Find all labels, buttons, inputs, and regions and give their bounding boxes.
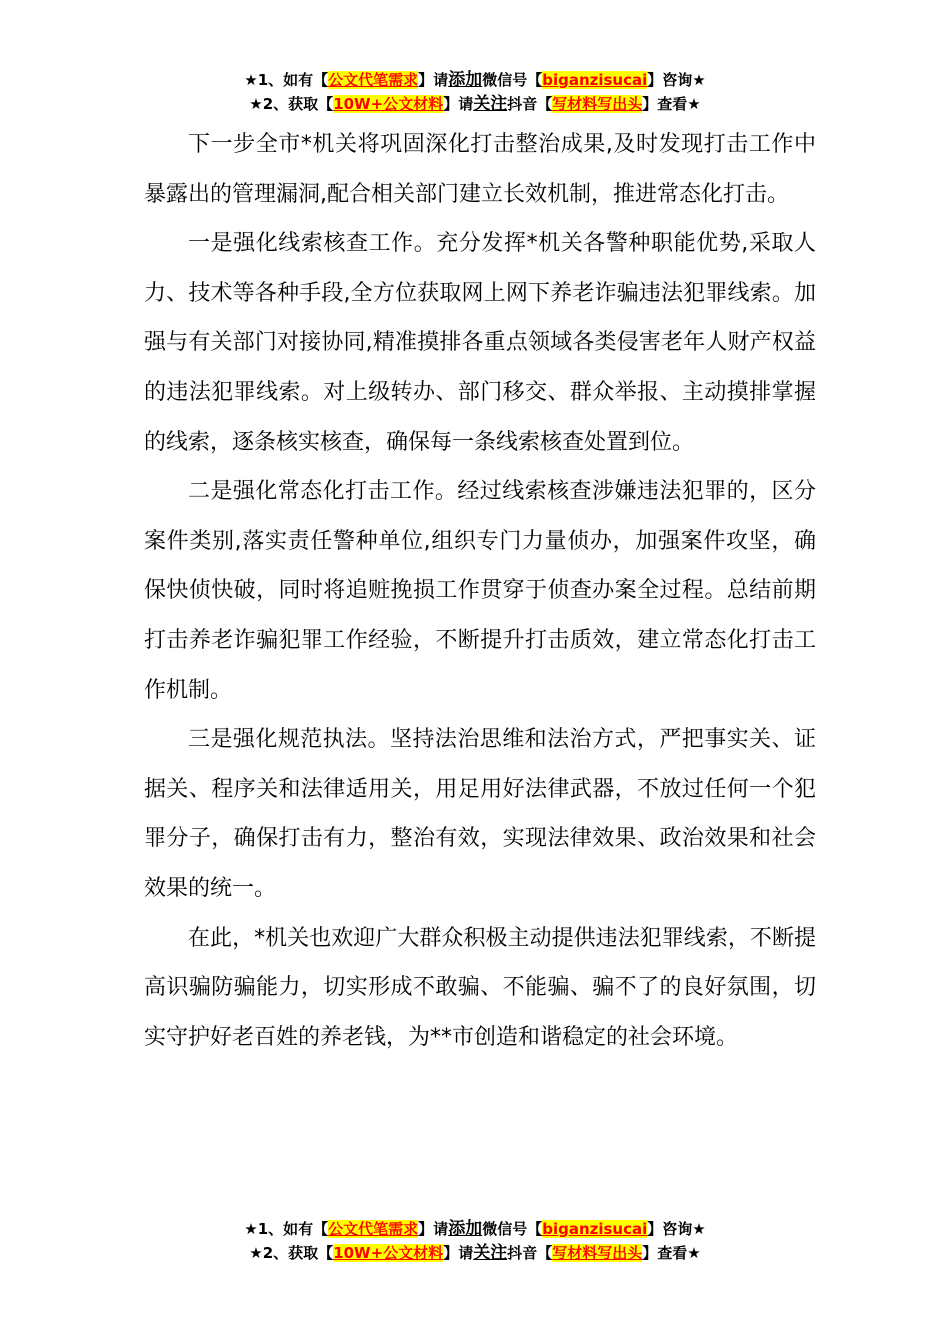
footer-line-1-highlight-service: 公文代笔需求: [328, 1220, 419, 1238]
footer-line-1-suffix: 】咨询★: [647, 1220, 706, 1238]
paragraph-intro: 下一步全市*机关将巩固深化打击整治成果,及时发现打击工作中暴露出的管理漏洞,配合相关部门建立长效机制，推进常态化打击。: [144, 132, 816, 207]
header-banner: [0, 68, 950, 116]
footer-line-1-prefix: ★1、如有【: [244, 1220, 329, 1238]
banner-line-1-middle-2: 微信号【: [482, 71, 543, 89]
footer-line-2-suffix: 】查看★: [642, 1244, 701, 1262]
footer-line-1-highlight-wechat: biganzisucai: [542, 1220, 648, 1238]
banner-line-1-middle: 】请: [418, 71, 449, 89]
banner-line-1-highlight-wechat: biganzisucai: [542, 71, 648, 89]
footer-line-2-highlight-douyin: 写材料写出头: [552, 1244, 643, 1262]
paragraph-closing: 在此，*机关也欢迎广大群众积极主动提供违法犯罪线索，不断提高识骗防骗能力，切实形成不敢骗、不能骗、骗不了的良好氛围，切实守护好老百姓的养老钱，为**市创造和谐稳定的社会环境。: [144, 925, 816, 1050]
banner-line-2-prefix: ★2、获取【: [249, 95, 334, 113]
banner-line-2-middle: 】请: [443, 95, 474, 113]
footer-banner-line-2: [0, 1241, 950, 1265]
footer-line-2-emphasis: 关注: [473, 1243, 508, 1263]
banner-line-1-suffix: 】咨询★: [647, 71, 706, 89]
document-body: [144, 120, 816, 1062]
banner-line-2: [0, 92, 950, 116]
banner-line-2-highlight-douyin: 写材料写出头: [552, 95, 643, 113]
paragraph-point-two: 二是强化常态化打击工作。经过线索核查涉嫌违法犯罪的，区分案件类别,落实责任警种单位,组织专门力量侦办，加强案件攻坚，确保快侦快破，同时将追赃挽损工作贯穿于侦查办案全过程。总结前期打击养老诈骗犯罪工作经验，不断提升打击质效，建立常态化打击工作机制。: [144, 479, 816, 703]
banner-line-1: [0, 68, 950, 92]
footer-line-2-middle-2: 抖音【: [507, 1244, 553, 1262]
footer-line-2-middle: 】请: [443, 1244, 474, 1262]
footer-line-1-emphasis: 添加: [448, 1219, 483, 1239]
banner-line-2-highlight-materials: 10W+公文材料: [333, 95, 444, 113]
footer-line-1-middle: 】请: [418, 1220, 449, 1238]
banner-line-2-suffix: 】查看★: [642, 95, 701, 113]
banner-line-1-prefix: ★1、如有【: [244, 71, 329, 89]
banner-line-2-middle-2: 抖音【: [507, 95, 553, 113]
paragraph-point-one: 一是强化线索核查工作。充分发挥*机关各警种职能优势,采取人力、技术等各种手段,全方位获取网上网下养老诈骗违法犯罪线索。加强与有关部门对接协同,精准摸排各重点领域各类侵害老年人财产权益的违法犯罪线索。对上级转办、部门移交、群众举报、主动摸排掌握的线索，逐条核实核查，确保每一条线索核查处置到位。: [144, 231, 816, 455]
footer-line-2-prefix: ★2、获取【: [249, 1244, 334, 1262]
banner-line-1-emphasis: 添加: [448, 70, 483, 90]
banner-line-2-emphasis: 关注: [473, 94, 508, 114]
footer-banner: [0, 1217, 950, 1265]
paragraph-point-three: 三是强化规范执法。坚持法治思维和法治方式，严把事实关、证据关、程序关和法律适用关，用足用好法律武器，不放过任何一个犯罪分子，确保打击有力，整治有效，实现法律效果、政治效果和社会效果的统一。: [144, 727, 816, 901]
footer-line-2-highlight-materials: 10W+公文材料: [333, 1244, 444, 1262]
footer-line-1-middle-2: 微信号【: [482, 1220, 543, 1238]
banner-line-1-highlight-service: 公文代笔需求: [328, 71, 419, 89]
footer-banner-line-1: [0, 1217, 950, 1241]
